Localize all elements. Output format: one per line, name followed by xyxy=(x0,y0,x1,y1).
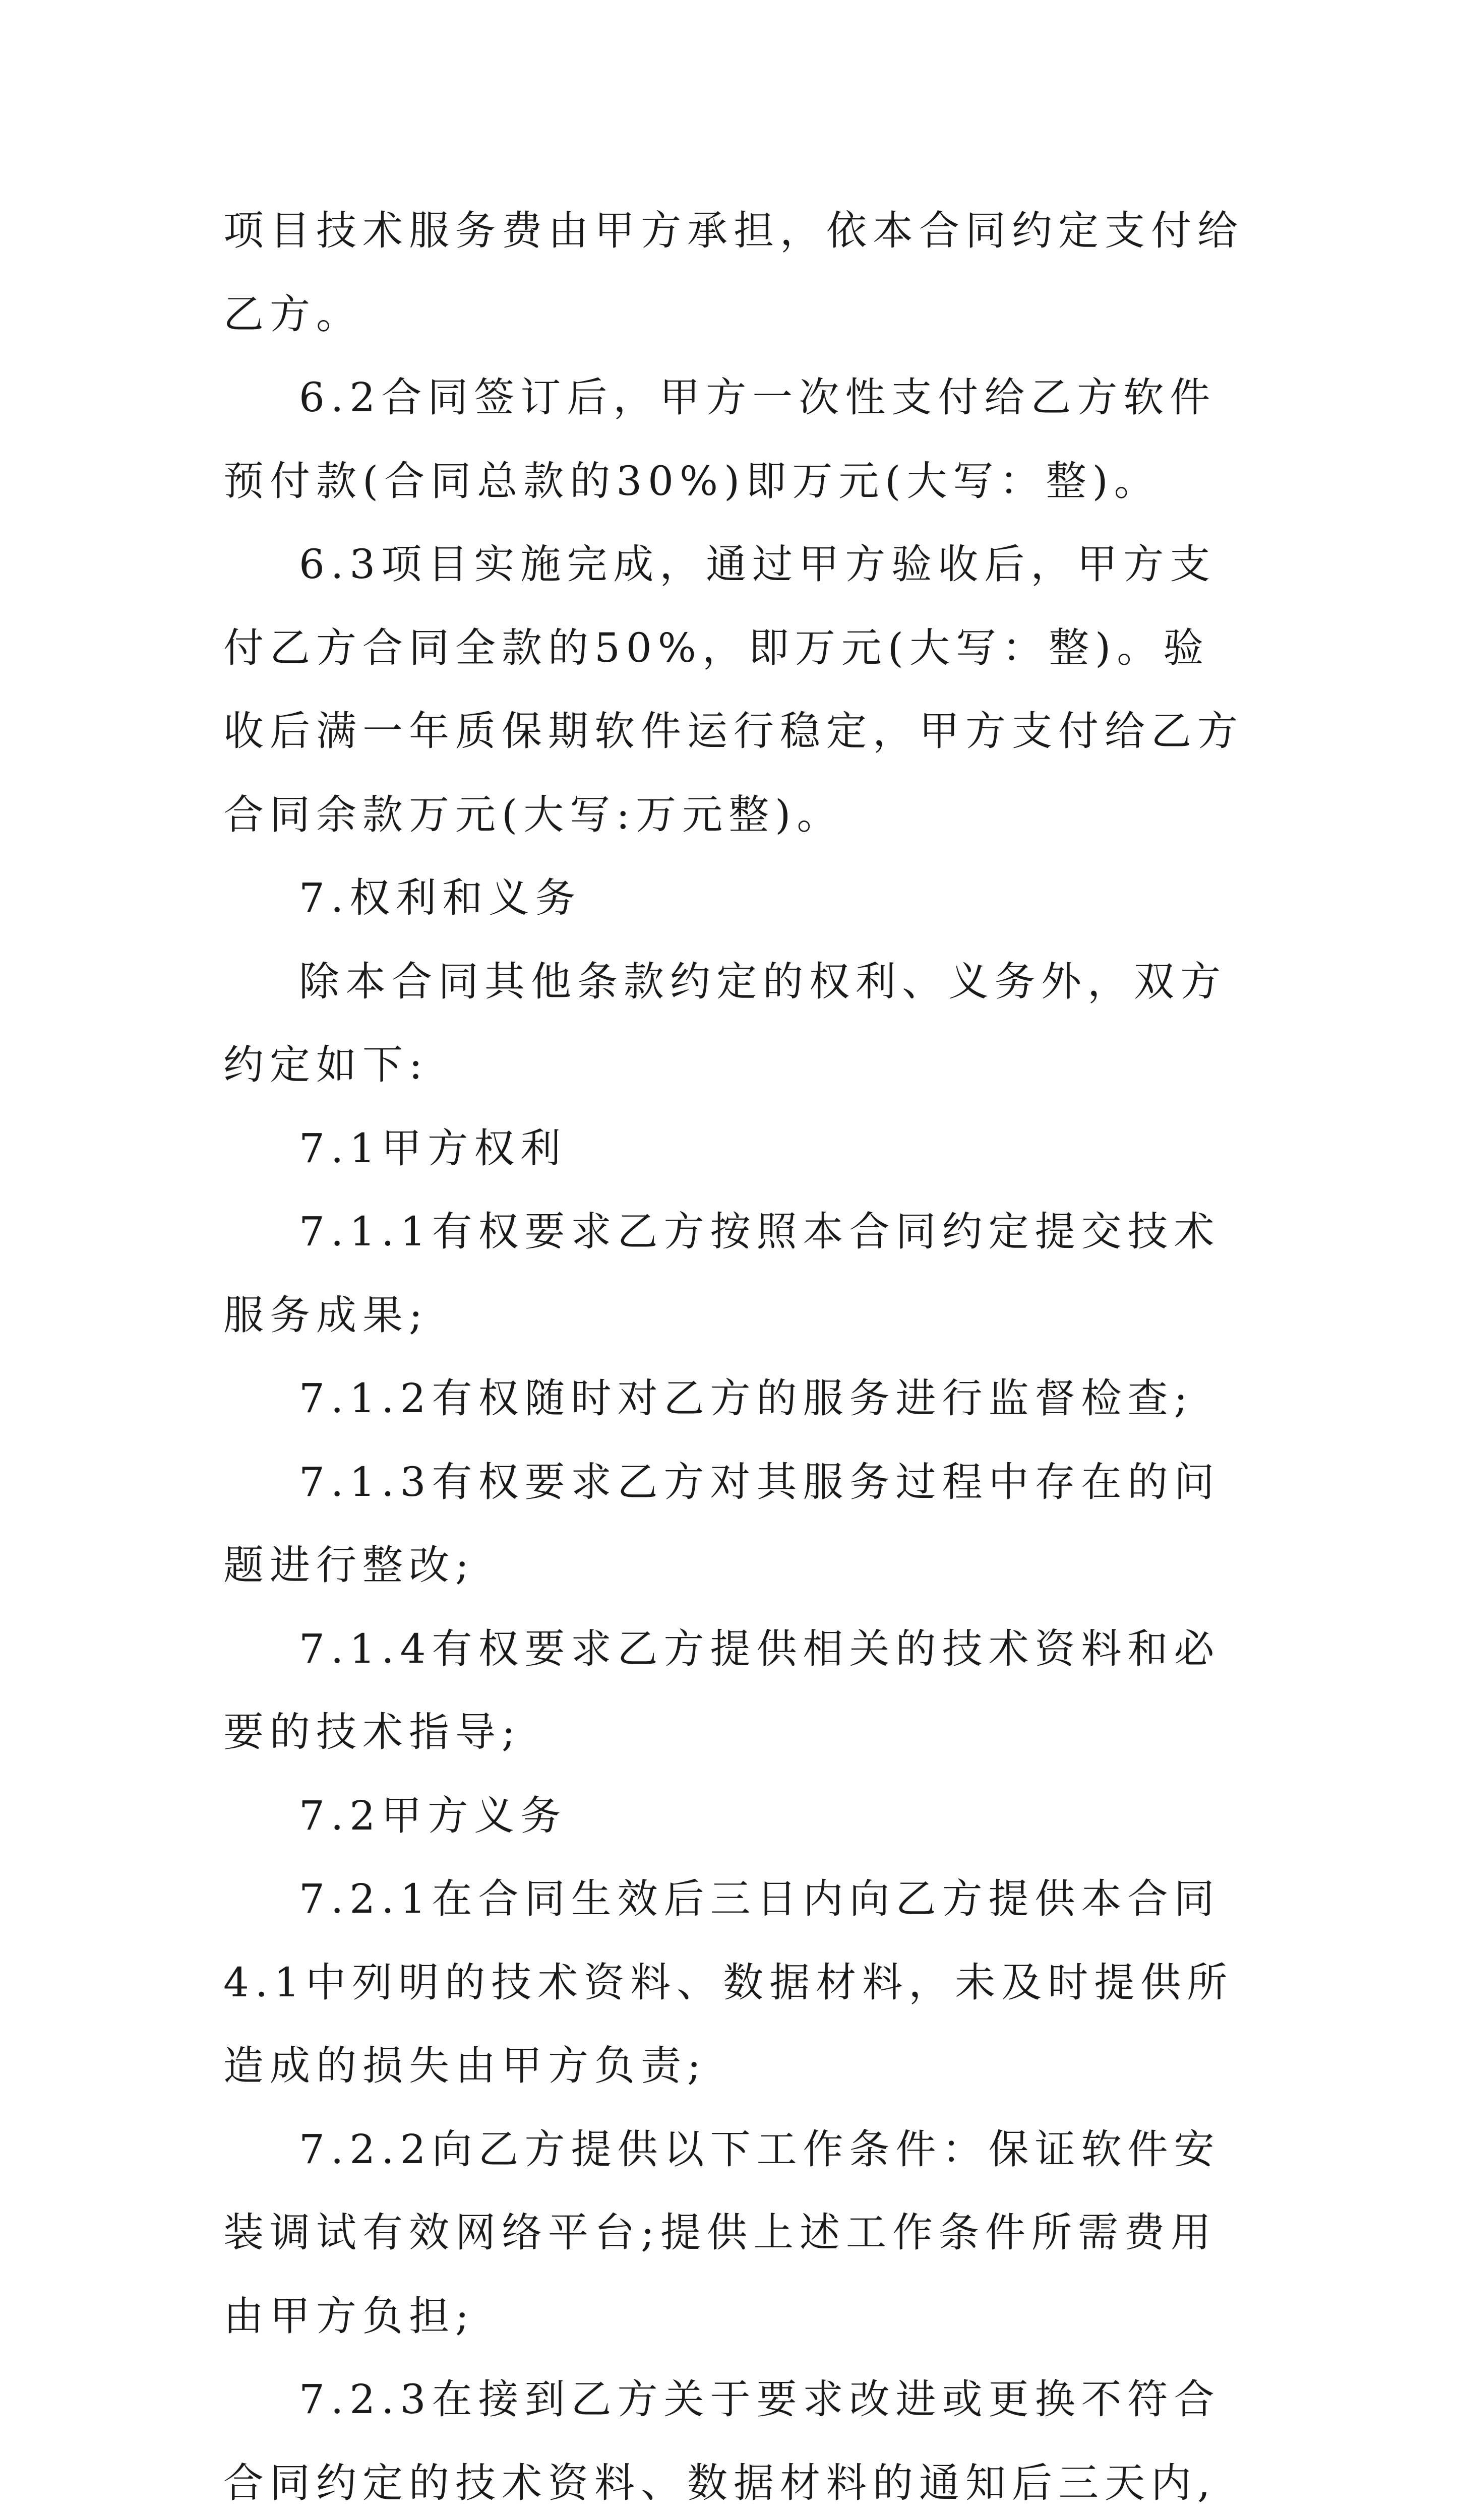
paragraph-7-2-1: 7.2.1在合同生效后三日内向乙方提供本合同4.1中列明的技术资料、数据材料，未及时提供所造成的损失由甲方负责; xyxy=(223,1875,1234,2089)
paragraph-7-1-1: 7.1.1有权要求乙方按照本合同约定提交技术服务成果; xyxy=(223,1208,1221,1339)
paragraph-7-2-2: 7.2.2向乙方提供以下工作条件：保证软件安装调试有效网络平台;提供上述工作条件所需费用由甲方负担; xyxy=(223,2125,1221,2340)
contract-body xyxy=(223,189,1247,2520)
paragraph-7-1-2: 7.1.2有权随时对乙方的服务进行监督检查; xyxy=(299,1375,1194,1422)
paragraph-7-intro: 除本合同其他条款约定的权利、义务外，双方约定如下: xyxy=(223,958,1227,1088)
heading-7-2: 7.2甲方义务 xyxy=(299,1792,567,1839)
paragraph-7-1-4: 7.1.4有权要求乙方提供相关的技术资料和必要的技术指导; xyxy=(223,1625,1221,1755)
paragraph-7-1-3: 7.1.3有权要求乙方对其服务过程中存在的问题进行整改; xyxy=(223,1458,1221,1589)
heading-7: 7.权利和义务 xyxy=(299,874,582,921)
heading-7-1: 7.1甲方权利 xyxy=(299,1124,567,1172)
paragraph-7-2-3: 7.2.3在接到乙方关于要求改进或更换不符合合同约定的技术资料、数据材料的通知后三天内, xyxy=(223,2376,1221,2506)
paragraph-6-2: 6.2合同签订后，甲方一次性支付给乙方软件预付款(合同总款的30%)即万元(大写：整)。 xyxy=(223,374,1217,505)
paragraph-fee-intro: 项目技术服务费由甲方承担，依本合同约定支付给乙方。 xyxy=(223,207,1244,338)
paragraph-6-3: 6.3项目实施完成，通过甲方验收后，甲方支付乙方合同全款的50%，即万元(大写：整)。验收后满一年质保期软件运行稳定，甲方支付给乙方合同余款万元(大写:万元整)。 xyxy=(223,541,1244,838)
